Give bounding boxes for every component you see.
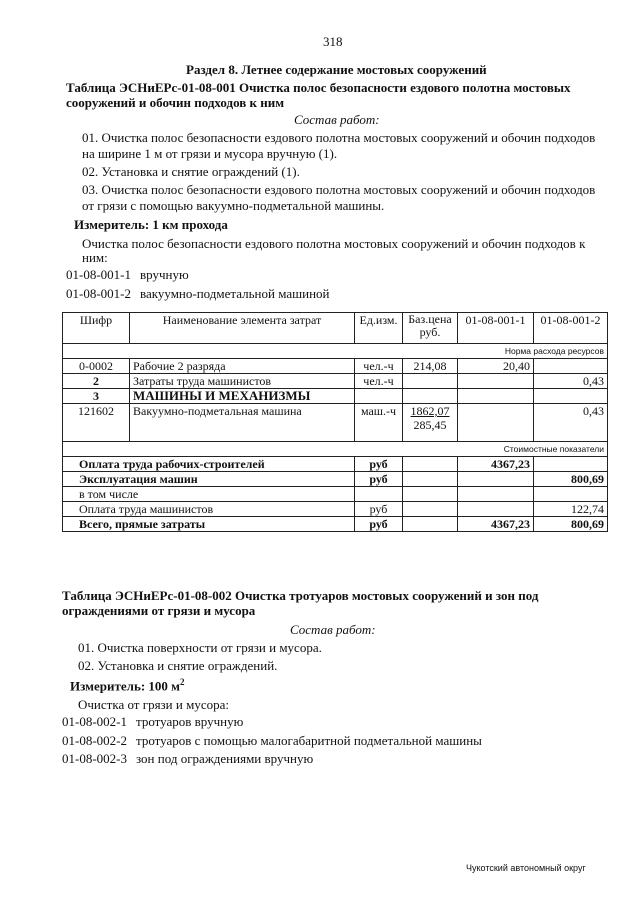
code: 01-08-001-1 bbox=[66, 267, 131, 282]
cell-name: Рабочие 2 разряда bbox=[130, 359, 355, 374]
code-row bbox=[62, 714, 243, 730]
cell-price bbox=[403, 374, 458, 389]
table1-work1-line2: на ширине 1 м от грязи и мусора вручную (1). bbox=[82, 146, 338, 161]
cell-col1: 4367,23 bbox=[458, 457, 534, 472]
table-row bbox=[63, 457, 608, 472]
code-row bbox=[62, 733, 482, 749]
cell-name: Вакуумно-подметальная машина bbox=[130, 404, 355, 442]
cell-name: Затраты труда машинистов bbox=[130, 374, 355, 389]
table2-desc: Очистка от грязи и мусора: bbox=[78, 697, 229, 712]
table-row bbox=[63, 359, 608, 374]
cell-code: 0-0002 bbox=[63, 359, 130, 374]
header-code: Шифр bbox=[63, 313, 130, 344]
norm-label: Норма расхода ресурсов bbox=[63, 344, 608, 359]
cell-price: 214,08 bbox=[403, 359, 458, 374]
cell-code: 121602 bbox=[63, 404, 130, 442]
footer-region: Чукотский автономный округ bbox=[466, 863, 586, 873]
code: 01-08-002-2 bbox=[62, 733, 127, 748]
code-text: вручную bbox=[140, 267, 189, 282]
table-row bbox=[63, 389, 608, 404]
header-price: Баз.цена руб. bbox=[403, 313, 458, 344]
code-text: вакуумно-подметальной машиной bbox=[140, 286, 330, 301]
header-name: Наименование элемента затрат bbox=[130, 313, 355, 344]
table-row bbox=[63, 472, 608, 487]
table1-title-line1: Таблица ЭСНиЕРс-01-08-001 Очистка полос безопасности ездового полотна мостовых bbox=[66, 80, 571, 95]
cell-col2: 122,74 bbox=[534, 502, 608, 517]
page-number: 318 bbox=[323, 34, 343, 49]
table2-measure: Измеритель: 100 $м^2$ bbox=[70, 677, 185, 694]
cell-col2: 800,69 bbox=[534, 472, 608, 487]
cell-col2: 0,43 bbox=[534, 374, 608, 389]
table-row bbox=[63, 404, 608, 442]
cell-code: 3 bbox=[63, 389, 130, 404]
table1-works-heading: Состав работ: bbox=[294, 112, 380, 127]
cell-col1: 4367,23 bbox=[458, 517, 534, 532]
table-row bbox=[63, 487, 608, 502]
table1-title-line2: сооружений и обочин подходов к ним bbox=[66, 95, 285, 110]
code-row bbox=[66, 267, 189, 283]
table-row bbox=[63, 517, 608, 532]
table-row bbox=[63, 374, 608, 389]
code-row bbox=[66, 286, 330, 302]
cell-name: Оплата труда рабочих-строителей bbox=[63, 457, 355, 472]
cell-unit: чел.-ч bbox=[355, 374, 403, 389]
header-col2: 01-08-001-2 bbox=[534, 313, 608, 344]
table1-work3-line1: 03. Очистка полос безопасности ездового полотна мостовых сооружений и обочин подходов bbox=[82, 182, 596, 197]
header-unit: Ед.изм. bbox=[355, 313, 403, 344]
cell-unit: маш.-ч bbox=[355, 404, 403, 442]
table1-measure: Измеритель: 1 км прохода bbox=[74, 217, 228, 232]
cell-unit: руб bbox=[355, 517, 403, 532]
cell-name: в том числе bbox=[63, 487, 355, 502]
table1-work2: 02. Установка и снятие ограждений (1). bbox=[82, 164, 300, 179]
cell-price: 1862,07 285,45 bbox=[403, 404, 458, 442]
cost-label-row bbox=[63, 442, 608, 457]
cell-unit: чел.-ч bbox=[355, 359, 403, 374]
cell-code: 2 bbox=[63, 374, 130, 389]
table2-title-line2: ограждениями от грязи и мусора bbox=[62, 603, 256, 618]
cost-label: Стоимостные показатели bbox=[63, 442, 608, 457]
cell-name: Оплата труда машинистов bbox=[63, 502, 355, 517]
code-text: тротуаров с помощью малогабаритной подметальной машины bbox=[136, 733, 482, 748]
cell-unit: руб bbox=[355, 502, 403, 517]
cell-unit: руб bbox=[355, 472, 403, 487]
code: 01-08-001-2 bbox=[66, 286, 131, 301]
section-title: Раздел 8. Летнее содержание мостовых сооружений bbox=[186, 62, 487, 77]
table-header-row bbox=[63, 313, 608, 344]
header-col1: 01-08-001-1 bbox=[458, 313, 534, 344]
table2-works-heading: Состав работ: bbox=[290, 622, 376, 637]
cell-col2 bbox=[534, 359, 608, 374]
cell-name: Всего, прямые затраты bbox=[63, 517, 355, 532]
table2-work1: 01. Очистка поверхности от грязи и мусора. bbox=[78, 640, 322, 655]
cell-name: МАШИНЫ И МЕХАНИЗМЫ bbox=[130, 389, 355, 404]
resource-table bbox=[62, 312, 608, 532]
cell-col2: 0,43 bbox=[534, 404, 608, 442]
table2-title-line1: Таблица ЭСНиЕРс-01-08-002 Очистка тротуаров мостовых сооружений и зон под bbox=[62, 588, 539, 603]
norm-label-row bbox=[63, 344, 608, 359]
cell-col2: 800,69 bbox=[534, 517, 608, 532]
code-text: зон под ограждениями вручную bbox=[136, 751, 314, 766]
cell-unit: руб bbox=[355, 457, 403, 472]
table1-work3-line2: от грязи с помощью вакуумно-подметальной машины. bbox=[82, 198, 385, 213]
table1-desc-line2: ним: bbox=[82, 250, 108, 265]
code-row bbox=[62, 751, 313, 767]
cell-col1: 20,40 bbox=[458, 359, 534, 374]
table2-work2: 02. Установка и снятие ограждений. bbox=[78, 658, 278, 673]
table1-desc-line1: Очистка полос безопасности ездового полотна мостовых сооружений и обочин подходов к bbox=[82, 236, 586, 251]
code: 01-08-002-1 bbox=[62, 714, 127, 729]
cell-name: Эксплуатация машин bbox=[63, 472, 355, 487]
table1-work1-line1: 01. Очистка полос безопасности ездового полотна мостовых сооружений и обочин подходов bbox=[82, 130, 596, 145]
code: 01-08-002-3 bbox=[62, 751, 127, 766]
code-text: тротуаров вручную bbox=[136, 714, 244, 729]
table-row bbox=[63, 502, 608, 517]
cell-col1 bbox=[458, 374, 534, 389]
